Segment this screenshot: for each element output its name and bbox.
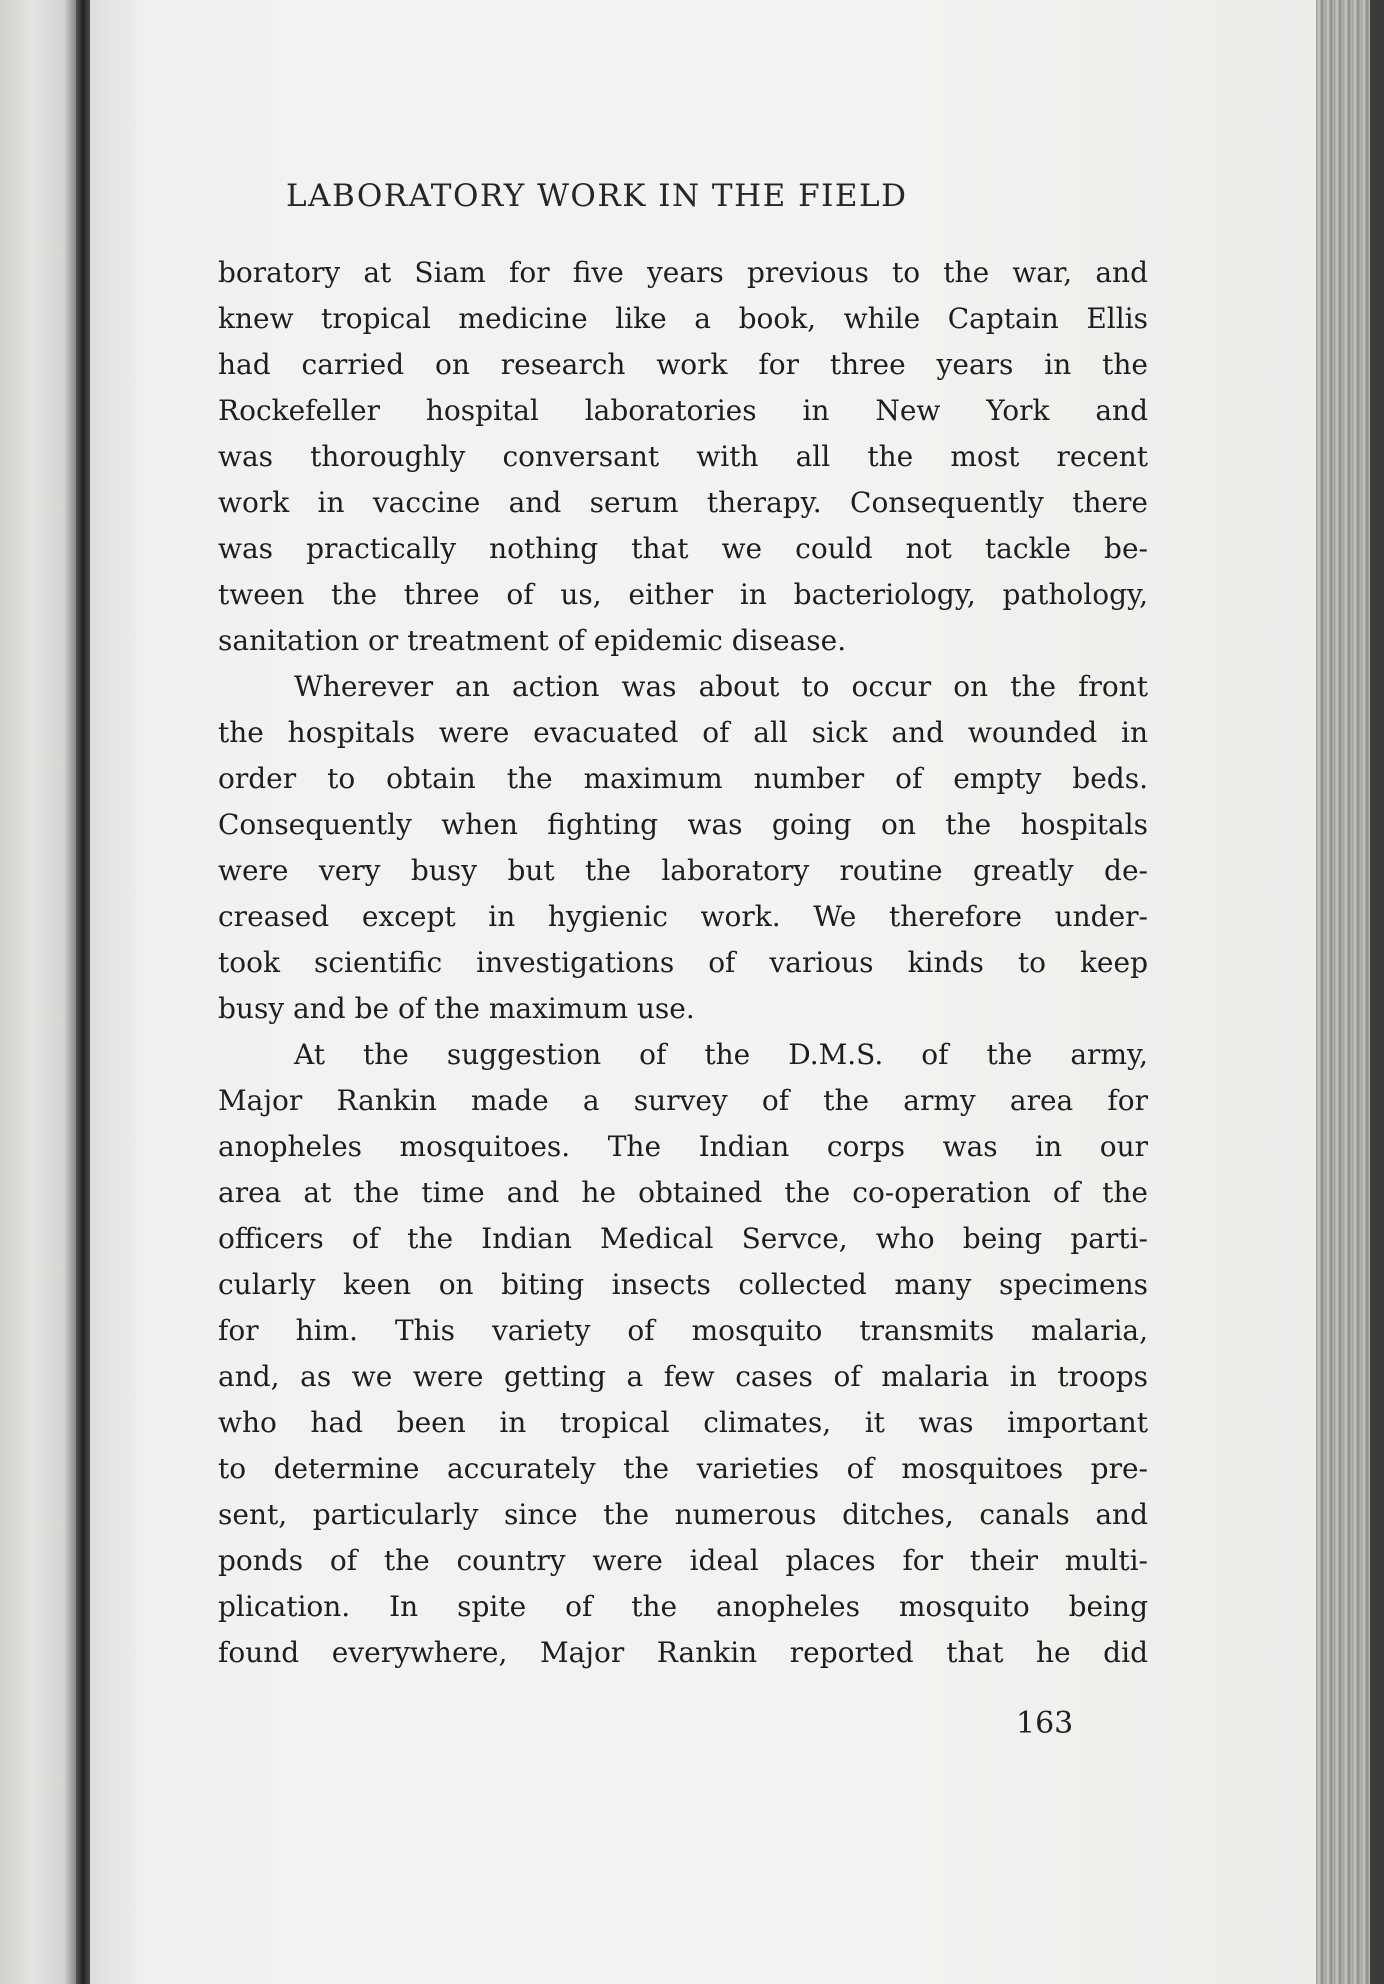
text-line: sanitation or treatment of epidemic disease. — [218, 624, 847, 657]
text-line: officers of the Indian Medical Servce, who being parti- — [218, 1222, 1148, 1255]
text-line: order to obtain the maximum number of empty beds. — [218, 762, 1148, 795]
text-line: for him. This variety of mosquito transmits malaria, — [218, 1314, 1148, 1347]
page-stack-edge — [1316, 0, 1384, 1984]
text-line: was thoroughly conversant with all the most recent — [218, 440, 1148, 473]
text-line: to determine accurately the varieties of mosquitoes pre- — [218, 1452, 1148, 1485]
text-line: At the suggestion of the D.M.S. of the army, — [294, 1038, 1148, 1071]
text-line: plication. In spite of the anopheles mosquito being — [218, 1590, 1148, 1623]
body-text — [218, 250, 1148, 1676]
text-line: anopheles mosquitoes. The Indian corps was in our — [218, 1130, 1148, 1163]
text-line: ponds of the country were ideal places for their multi- — [218, 1544, 1148, 1577]
text-line: work in vaccine and serum therapy. Consequently there — [218, 486, 1148, 519]
text-line: tween the three of us, either in bacteriology, pathology, — [218, 578, 1148, 611]
text-line: knew tropical medicine like a book, while Captain Ellis — [218, 302, 1148, 335]
text-line: boratory at Siam for five years previous to the war, and — [218, 256, 1148, 289]
previous-page-edge — [0, 0, 80, 1984]
book-gutter — [76, 0, 90, 1984]
text-line: busy and be of the maximum use. — [218, 992, 695, 1025]
text-line: cularly keen on biting insects collected many specimens — [218, 1268, 1148, 1301]
text-line: the hospitals were evacuated of all sick and wounded in — [218, 716, 1148, 749]
text-line: who had been in tropical climates, it was important — [218, 1406, 1148, 1439]
running-head: LABORATORY WORK IN THE FIELD — [286, 178, 908, 214]
page-number: 163 — [1016, 1706, 1074, 1741]
text-line: were very busy but the laboratory routine greatly de- — [218, 854, 1148, 887]
text-line: was practically nothing that we could not tackle be- — [218, 532, 1148, 565]
text-line: and, as we were getting a few cases of malaria in troops — [218, 1360, 1148, 1393]
text-line: found everywhere, Major Rankin reported that he did — [218, 1636, 1148, 1669]
text-line: had carried on research work for three years in the — [218, 348, 1148, 381]
text-line: Wherever an action was about to occur on the front — [294, 670, 1148, 703]
text-line: creased except in hygienic work. We therefore under- — [218, 900, 1148, 933]
text-line: area at the time and he obtained the co-operation of the — [218, 1176, 1148, 1209]
text-line: sent, particularly since the numerous ditches, canals and — [218, 1498, 1148, 1531]
text-line: Consequently when fighting was going on the hospitals — [218, 808, 1148, 841]
text-line: Rockefeller hospital laboratories in New York and — [218, 394, 1148, 427]
text-line: Major Rankin made a survey of the army area for — [218, 1084, 1148, 1117]
text-line: took scientific investigations of various kinds to keep — [218, 946, 1148, 979]
